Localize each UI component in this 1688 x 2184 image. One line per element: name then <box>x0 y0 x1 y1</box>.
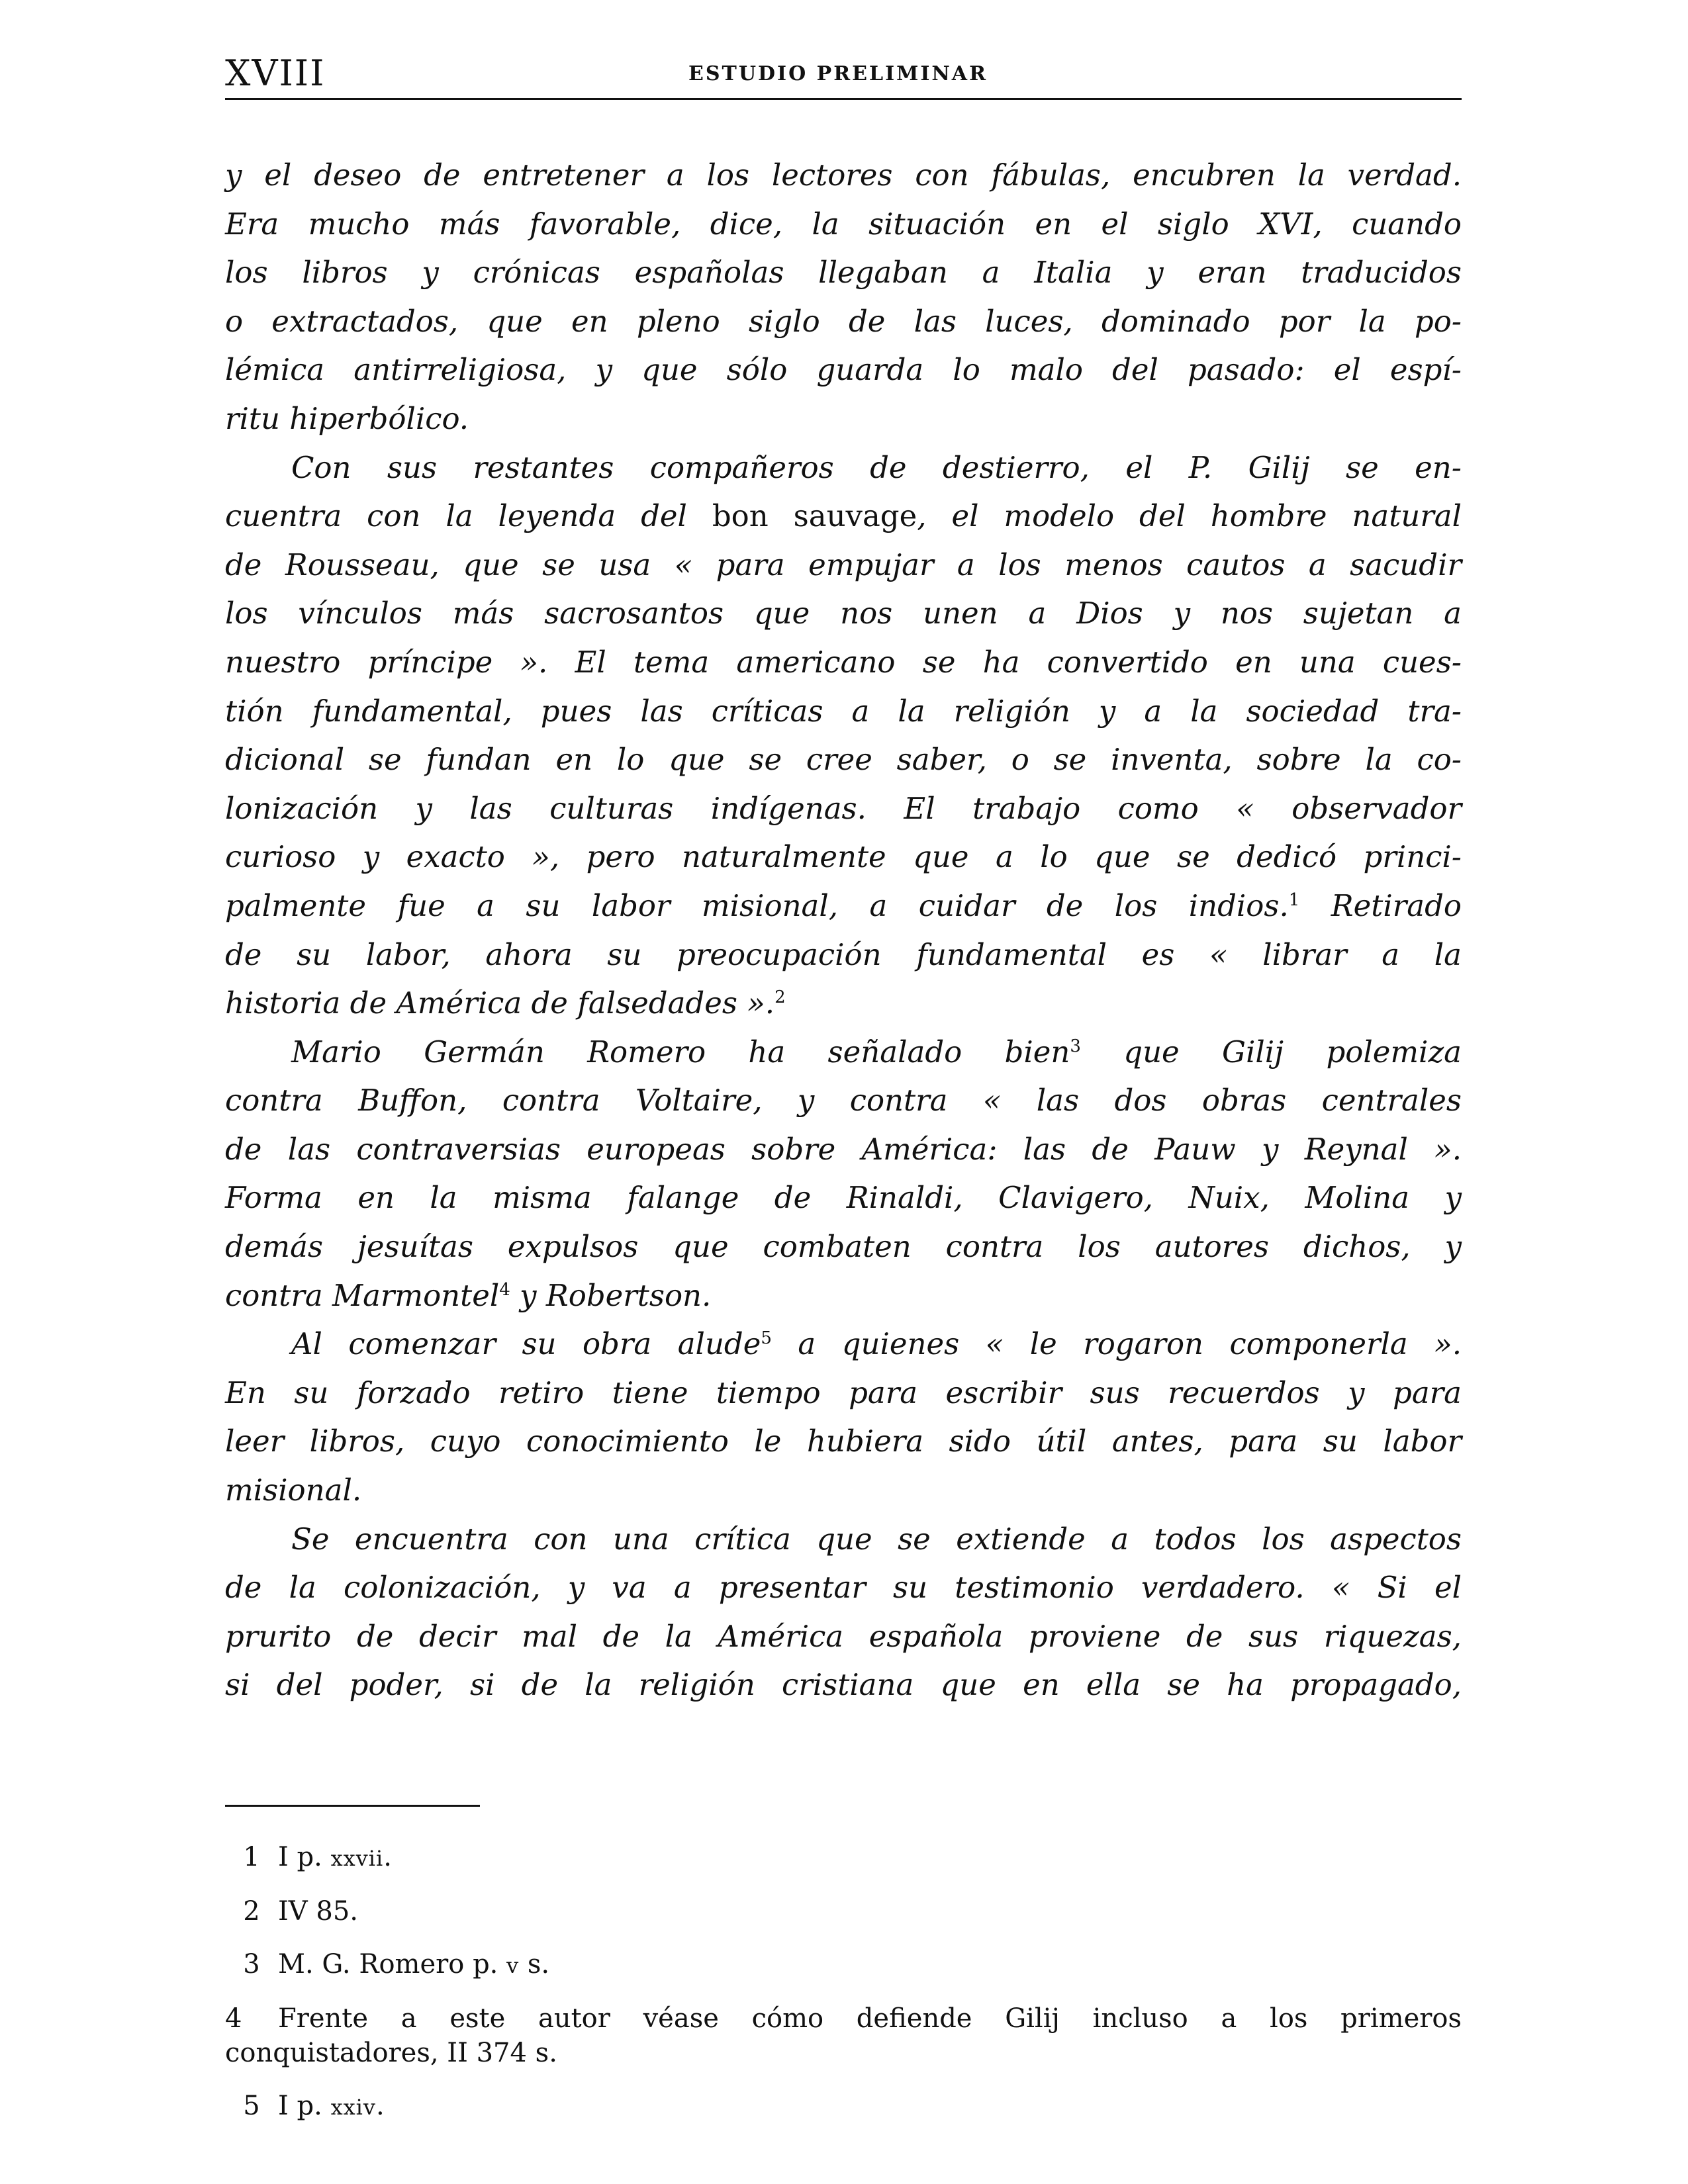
text-line: ritu hiperbólico. <box>225 400 469 436</box>
footnote-number: 4 <box>225 2003 242 2034</box>
text-line: de la colonización, y va a presentar su testimonio verdadero. « Si el <box>225 1570 1462 1606</box>
text-line: contra Marmontel$^4$ y Robertson. <box>225 1277 712 1313</box>
footnote-3: 3 M. G. Romero p. v s. <box>225 1947 1462 1983</box>
footnote-number: 2 <box>243 1896 260 1927</box>
footnote-4: 4 Frente a este autor véase cómo defiende Gilij incluso a los primeros conquistadores, II 374 s. <box>225 2001 1462 2070</box>
text-line: los libros y crónicas españolas llegaban a Italia y eran traducidos <box>225 255 1462 291</box>
text-line: dicional se fundan en lo que se cree saber, o se inventa, sobre la co- <box>225 742 1462 778</box>
page-number: XVIII <box>225 52 326 94</box>
text-line: si del poder, si de la religión cristiana que en ella se ha propagado, <box>225 1667 1462 1703</box>
footnote-ref: 3 <box>1070 1036 1081 1056</box>
text-line: Era mucho más favorable, dice, la situación en el siglo XVI, cuando <box>225 206 1462 242</box>
text-line: historia de América de falsedades ».$^2$ <box>225 985 786 1021</box>
footnote-ref: 5 <box>761 1328 772 1349</box>
footnote-5: 5 I p. xxiv. <box>225 2089 1462 2124</box>
paragraph-start: Se encuentra con una crítica que se extiende a todos los aspectos <box>291 1521 1462 1557</box>
body-text <box>225 151 1462 1709</box>
footnote-ref: 1 <box>1288 889 1300 910</box>
text-line: En su forzado retiro tiene tiempo para escribir sus recuerdos y para <box>225 1375 1462 1410</box>
footnote-number: 5 <box>243 2091 260 2121</box>
text-line: o extractados, que en pleno siglo de las luces, dominado por la po- <box>225 303 1462 339</box>
footnote-ref: 2 <box>774 987 786 1008</box>
text-line: demás jesuítas expulsos que combaten contra los autores dichos, y <box>225 1229 1462 1265</box>
paragraph-start: Al comenzar su obra alude$^5$ a quienes « le rogaron componerla ». <box>291 1326 1462 1362</box>
text-line: de las contraversias europeas sobre América: las de Pauw y Reynal ». <box>225 1131 1462 1167</box>
text-line: cuentra con la leyenda del bon sauvage, el modelo del hombre natural <box>225 498 1462 534</box>
foreign-term: bon sauvage <box>712 498 917 534</box>
paragraph-start: Con sus restantes compañeros de destierro, el P. Gilij se en- <box>291 449 1462 485</box>
footnotes <box>225 1840 1462 2121</box>
text-line: nuestro príncipe ». El tema americano se ha convertido en una cues- <box>225 644 1462 680</box>
text-line: palmente fue a su labor misional, a cuidar de los indios.$^1$ Retirado <box>225 887 1462 923</box>
text-line: y el deseo de entretener a los lectores con fábulas, encubren la verdad. <box>225 158 1462 193</box>
text-line: misional. <box>225 1473 362 1508</box>
text-line: contra Buffon, contra Voltaire, y contra « las dos obras centrales <box>225 1083 1462 1118</box>
text-line: lonización y las culturas indígenas. El trabajo como « observador <box>225 790 1462 826</box>
footnote-number: 1 <box>243 1842 260 1872</box>
text-line: lémica antirreligiosa, y que sólo guarda lo malo del pasado: el espí- <box>225 352 1462 388</box>
text-line: los vínculos más sacrosantos que nos unen a Dios y nos sujetan a <box>225 596 1462 631</box>
footnote-ref: 4 <box>499 1279 510 1300</box>
paragraph-start: Mario Germán Romero ha señalado bien$^3$ que Gilij polemiza <box>291 1034 1462 1069</box>
footnote-2: 2 IV 85. <box>225 1894 1462 1929</box>
page-header <box>225 52 1462 95</box>
text-line: tión fundamental, pues las críticas a la religión y a la sociedad tra- <box>225 693 1462 729</box>
footnote-rule <box>225 1805 480 1807</box>
header-rule <box>225 98 1462 100</box>
footnote-number: 3 <box>243 1949 260 1979</box>
text-line: leer libros, cuyo conocimiento le hubiera sido útil antes, para su labor <box>225 1424 1462 1459</box>
text-line: de Rousseau, que se usa « para empujar a los menos cautos a sacudir <box>225 547 1462 582</box>
running-head: ESTUDIO PRELIMINAR <box>688 62 988 85</box>
text-line: de su labor, ahora su preocupación fundamental es « librar a la <box>225 936 1462 972</box>
text-line: Forma en la misma falange de Rinaldi, Clavigero, Nuix, Molina y <box>225 1180 1462 1216</box>
footnote-1: 1 I p. xxvii. <box>225 1840 1462 1876</box>
text-line: curioso y exacto », pero naturalmente que a lo que se dedicó princi- <box>225 839 1462 875</box>
text-line: prurito de decir mal de la América española proviene de sus riquezas, <box>225 1618 1462 1654</box>
